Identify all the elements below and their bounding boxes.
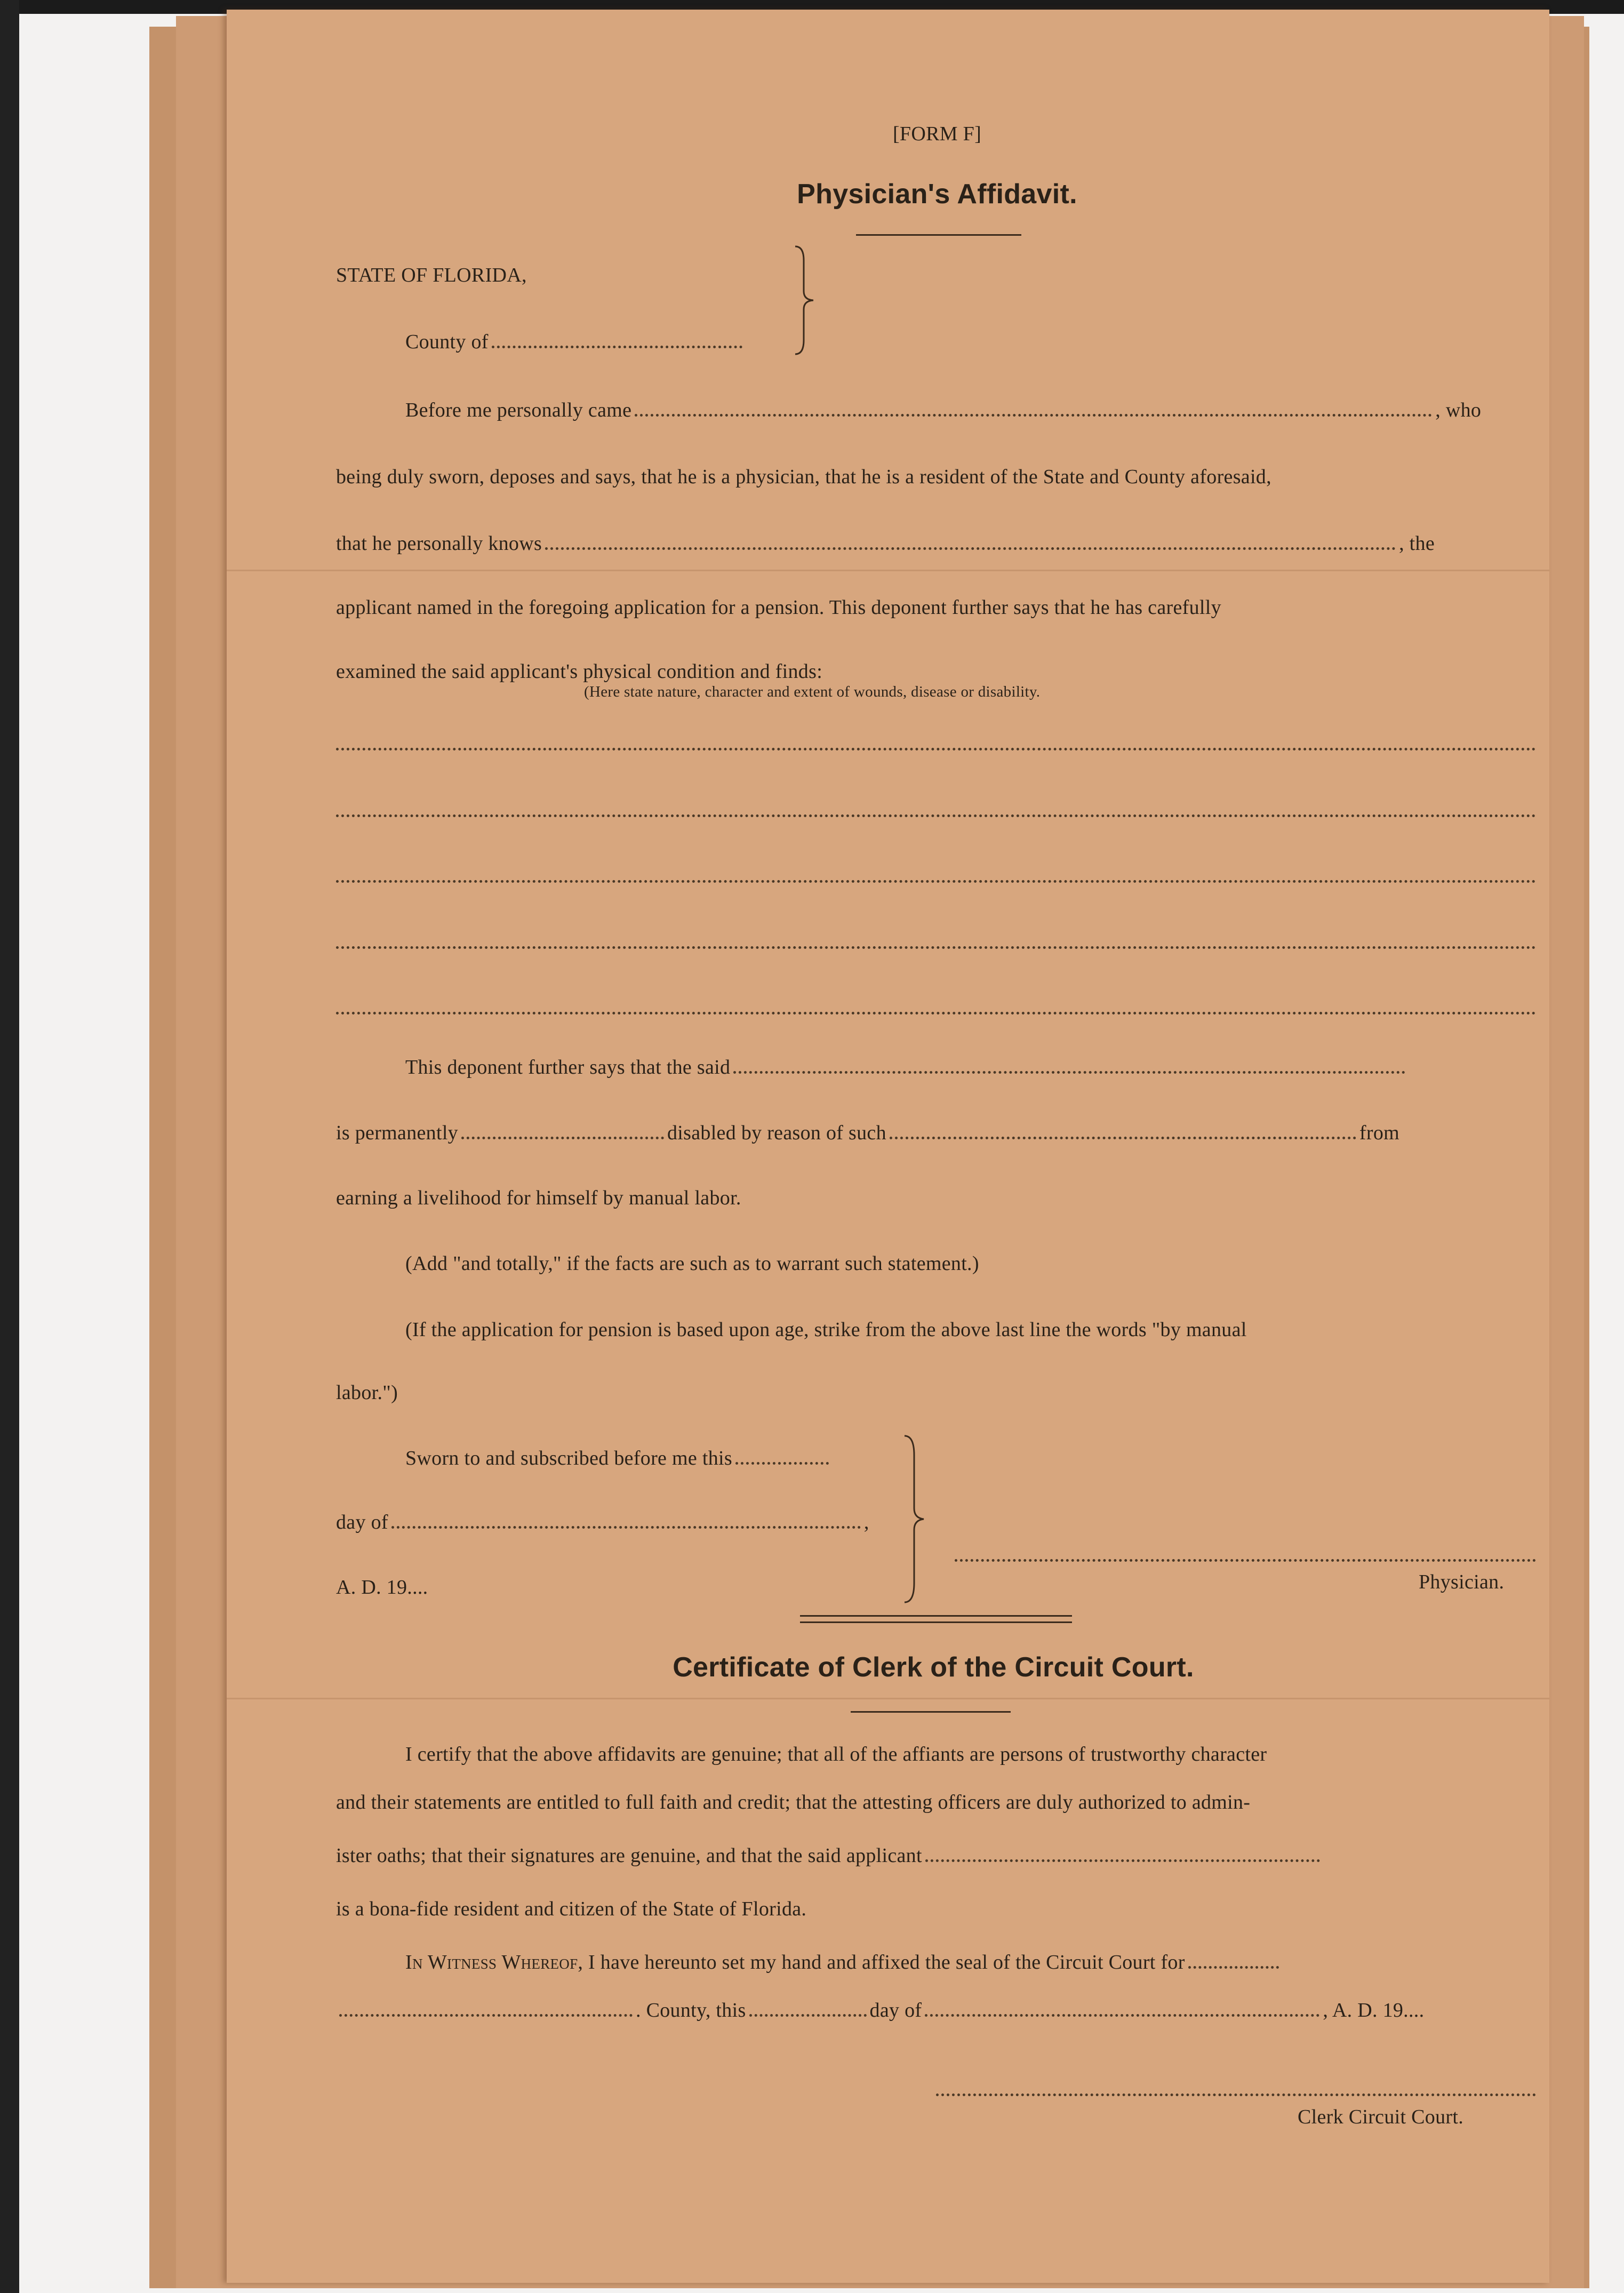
sworn-blank[interactable] [735, 1462, 829, 1465]
jurat-brace [901, 1434, 928, 1604]
day-blank[interactable] [391, 1526, 861, 1529]
finding-line[interactable] [336, 1012, 1536, 1014]
physician-signature-line[interactable] [955, 1559, 1536, 1562]
cert-month-blank[interactable] [925, 2014, 1319, 2017]
applicant-text: ister oaths; that their signatures are genuine, and that the said applicant [336, 1844, 922, 1867]
from-text: from [1359, 1122, 1399, 1144]
line-age-note: (If the application for pension is based upon age, strike from the above last line the words "by manual [405, 1319, 1247, 1341]
page-title: Physician's Affidavit. [797, 179, 1077, 210]
finding-line[interactable] [336, 814, 1536, 817]
finding-line[interactable] [336, 946, 1536, 949]
line-day-of: day of , [336, 1511, 869, 1533]
fold-crease [227, 1698, 1549, 1699]
witness-whereof: In Witness Whereof, [405, 1951, 583, 1974]
knows-blank[interactable] [545, 547, 1396, 550]
section-rule [800, 1621, 1072, 1623]
cert-line-2: and their statements are entitled to full faith and credit; that the attesting officers are duly authorized to admin- [336, 1791, 1251, 1813]
certificate-rule [851, 1711, 1011, 1713]
cert-line-6 [336, 1998, 1424, 2023]
form-page [227, 10, 1549, 2283]
form-label: [FORM F] [892, 123, 982, 145]
ad-year: A. D. 19.... [336, 1576, 428, 1599]
court-blank[interactable] [1188, 1966, 1279, 1969]
cert-line-3 [336, 1843, 1323, 1868]
permanently-blank[interactable] [461, 1137, 664, 1139]
venue-brace [792, 244, 819, 356]
line-applicant: applicant named in the foregoing application for a pension. This deponent further says that he has carefully [336, 596, 1221, 619]
line-livelihood: earning a livelihood for himself by manual labor. [336, 1187, 741, 1209]
line-came [405, 398, 1481, 422]
came-blank[interactable] [635, 414, 1432, 417]
line-knows [336, 531, 1435, 556]
scan-left-edge [0, 0, 19, 2293]
fold-crease [227, 570, 1549, 571]
county-label [405, 330, 746, 354]
finding-line[interactable] [336, 748, 1536, 750]
line-add-totally: (Add "and totally," if the facts are such as to warrant such statement.) [405, 1252, 979, 1275]
line-examined: examined the said applicant's physical condition and finds: [336, 660, 823, 683]
line-sworn-physician: being duly sworn, deposes and says, that he is a physician, that he is a resident of the State and County aforesaid, [336, 466, 1271, 488]
line-permanently [336, 1121, 1399, 1145]
title-rule [856, 234, 1021, 236]
witness-text: I have hereunto set my hand and affixed the seal of the Circuit Court for [583, 1951, 1185, 1974]
applicant-blank[interactable] [925, 1859, 1320, 1862]
cert-year-text: , A. D. 19.... [1323, 1999, 1425, 2022]
line-sworn-to [405, 1446, 832, 1471]
cert-day-of-text: day of [869, 1999, 922, 2022]
cert-line-1: I certify that the above affidavits are genuine; that all of the affiants are persons of trustworthy character [405, 1743, 1267, 1765]
clerk-label: Clerk Circuit Court. [1298, 2106, 1464, 2128]
said-blank[interactable] [733, 1071, 1405, 1074]
state-label: STATE OF FLORIDA, [336, 264, 527, 286]
knows-text: that he personally knows [336, 532, 542, 555]
county-blank[interactable] [492, 346, 742, 348]
who-text: , who [1435, 399, 1482, 421]
finding-line[interactable] [336, 880, 1536, 883]
cert-day-blank[interactable] [749, 2014, 867, 2017]
line-labor: labor.") [336, 1381, 398, 1404]
disabled-text: disabled by reason of such [667, 1122, 886, 1144]
sworn-text: Sworn to and subscribed before me this [405, 1447, 732, 1469]
the-text: , the [1399, 532, 1435, 555]
cert-line-5 [405, 1950, 1282, 1975]
county-name-blank[interactable] [339, 2014, 633, 2017]
such-blank[interactable] [890, 1137, 1356, 1139]
county-text: County of [405, 331, 489, 353]
cert-line-4: is a bona-fide resident and citizen of the State of Florida. [336, 1898, 807, 1920]
county-this-text: . County, this [636, 1999, 746, 2022]
physician-label: Physician. [1419, 1571, 1505, 1593]
permanently-text: is permanently [336, 1122, 458, 1144]
day-of-text: day of [336, 1511, 388, 1533]
further-says-text: This deponent further says that the said [405, 1056, 731, 1078]
section-rule [800, 1615, 1072, 1617]
clerk-signature-line[interactable] [936, 2094, 1536, 2096]
finding-note: (Here state nature, character and extent of wounds, disease or disability. [584, 683, 1041, 700]
certificate-title: Certificate of Clerk of the Circuit Court. [673, 1652, 1194, 1683]
line-further-says [405, 1055, 1409, 1080]
came-text: Before me personally came [405, 399, 632, 421]
